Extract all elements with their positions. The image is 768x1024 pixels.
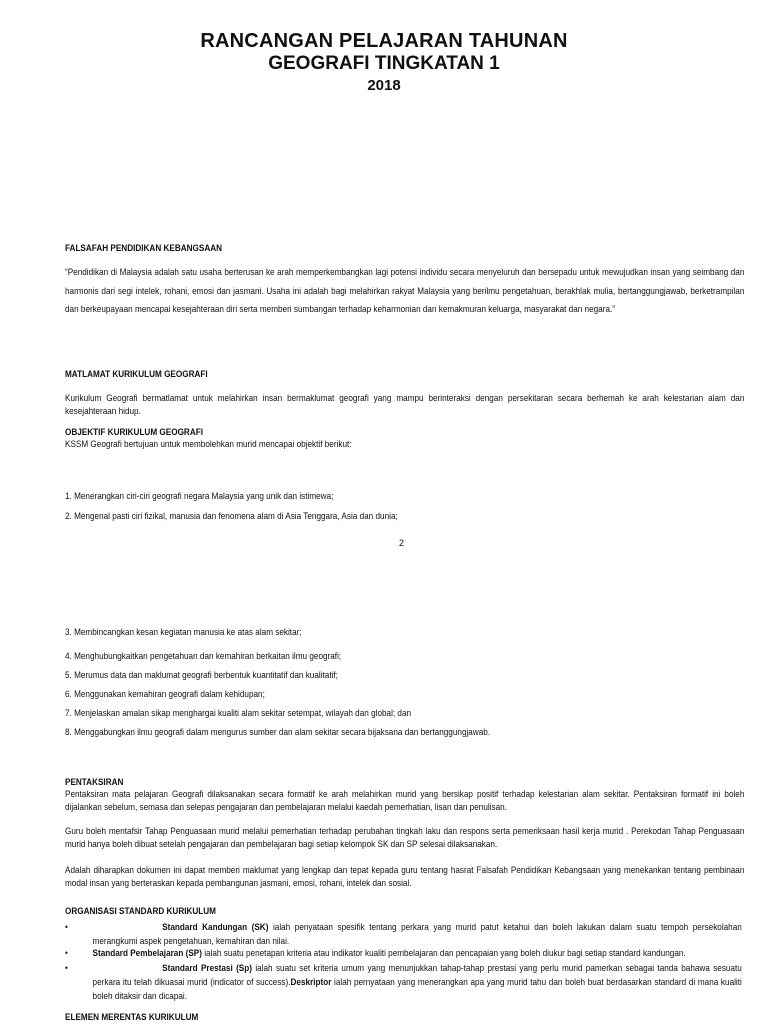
bullet-icon: • — [65, 963, 68, 974]
definition-deskriptor: ialah pernyataan yang menerangkan apa yang murid tahu dan boleh buat berdasarkan standard di mana kualiti boleh ditaksir dan dicapai. — [92, 977, 742, 1002]
objektif-item: 6. Menggunakan kemahiran geografi dalam kehidupan; — [65, 689, 265, 700]
document-subtitle: GEOGRAFI TINGKATAN 1 — [268, 53, 500, 74]
objektif-heading: OBJEKTIF KURIKULUM GEOGRAFI — [65, 427, 203, 438]
term-standard-prestasi: Standard Prestasi (Sp) — [162, 963, 252, 974]
bullet-text — [93, 921, 742, 949]
objektif-item: 3. Membincangkan kesan kegiatan manusia ke atas alam sekitar; — [65, 627, 302, 638]
pentaksiran-paragraph-1: Pentaksiran mata pelajaran Geografi dilaksanakan secara formatif ke arah melahirkan murid yang bersikap positif terhadap kelestarian alam sekitar. Pentaksiran formatif ini boleh dijalankan sebelum, semasa dan selepas pengajaran dan pembelajaran melalui kaedah pemerhatian, lisan dan penulisan. — [65, 789, 745, 813]
bullet-text — [93, 962, 742, 1004]
document-title: RANCANGAN PELAJARAN TAHUNAN — [200, 30, 568, 52]
bullet-text — [93, 947, 742, 961]
matlamat-heading: MATLAMAT KURIKULUM GEOGRAFI — [65, 369, 208, 380]
bullet-standard-kandungan — [65, 921, 753, 949]
definition-standard-kandungan: ialah penyataan spesifik tentang perkara yang murid patut ketahui dan boleh lakukan dalam suatu tempoh persekolahan merangkumi aspek pengetahuan, kemahiran dan nilai. — [92, 922, 742, 947]
pentaksiran-paragraph-3: Adalah diharapkan dokumen ini dapat memberi maklumat yang lengkap dan tepat kepada guru tentang hasrat Falsafah Pendidikan Kebangsaan yang menekankan tentang pembinaan modal insan yang berteraskan kepada pembangunan jasmani, emosi, rohani, intelek dan sosial. — [65, 865, 745, 889]
bullet-standard-prestasi — [65, 962, 753, 1004]
definition-standard-pembelajaran: ialah suatu penetapan kriteria atau indikator kualiti pembelajaran dan pencapaian yang boleh diukur bagi setiap standard kandungan. — [201, 948, 686, 959]
objektif-intro: KSSM Geografi bertujuan untuk membolehkan murid mencapai objektif berikut: — [65, 439, 352, 450]
term-standard-kandungan: Standard Kandungan (SK) — [162, 922, 269, 933]
matlamat-text: Kurikulum Geografi bermatlamat untuk melahirkan insan bermaklumat geografi yang mampu berinteraksi dengan persekitaran secara berhemah ke arah kelestarian alam dan kesejahteraan hidup. — [65, 393, 745, 417]
falsafah-text: “Pendidikan di Malaysia adalah satu usaha berterusan ke arah memperkembangkan lagi potensi individu secara menyeluruh dan bersepadu untuk mewujudkan insan yang seimbang dan harmonis dari segi intelek, rohani, emosi dan jasmani. Usaha ini adalah bagi melahirkan rakyat Malaysia yang berilmu pengetahuan, berakhlak mulia, bertanggungjawab, berketrampilan dan berkeupayaan mencapai kesejahteraan diri serta memberi sumbangan terhadap keharmonian dan kemakmuran keluarga, masyarakat dan negara.” — [65, 267, 745, 315]
elemen-heading: ELEMEN MERENTAS KURIKULUM — [65, 1012, 199, 1023]
objektif-item: 2. Mengenal pasti ciri fizikal, manusia dan fenomena alam di Asia Tenggara, Asia dan dunia; — [65, 511, 398, 522]
falsafah-heading: FALSAFAH PENDIDIKAN KEBANGSAAN — [65, 243, 223, 254]
bullet-icon: • — [65, 948, 68, 959]
objektif-item: 5. Merumus data dan maklumat geografi berbentuk kuantitatif dan kualitatif; — [65, 670, 338, 681]
term-deskriptor: Deskriptor — [290, 977, 332, 988]
objektif-item: 7. Menjelaskan amalan sikap menghargai kualiti alam sekitar setempat, wilayah dan global; dan — [65, 708, 412, 719]
pentaksiran-heading: PENTAKSIRAN — [65, 777, 124, 788]
bullet-icon: • — [65, 922, 68, 933]
pentaksiran-paragraph-2: Guru boleh mentafsir Tahap Penguasaan murid melalui pemerhatian terhadap perubahan tingkah laku dan respons serta pemeriksaan hasil kerja murid . Perekodan Tahap Penguasaan murid hanya boleh dibuat setelah pengajaran dan pembelajaran bagi setiap kelompok SK dan SP selesai dilaksanakan. — [65, 826, 745, 850]
definition-standard-prestasi: ialah suatu set kriteria umum yang menunjukkan tahap-tahap prestasi yang perlu murid pamerkan sebagai tanda bahawa sesuatu perkara itu telah dikuasai murid (indicator of success). — [92, 963, 742, 988]
objektif-item: 8. Menggabungkan ilmu geografi dalam mengurus sumber dan alam sekitar secara bijaksana dan bertanggungjawab. — [65, 727, 491, 738]
objektif-item: 1. Menerangkan ciri-ciri geografi negara Malaysia yang unik dan istimewa; — [65, 491, 334, 502]
page-number: 2 — [399, 538, 405, 548]
term-standard-pembelajaran: Standard Pembelajaran (SP) — [92, 948, 202, 959]
document-year: 2018 — [367, 77, 401, 94]
organisasi-heading: ORGANISASI STANDARD KURIKULUM — [65, 906, 216, 917]
bullet-standard-pembelajaran — [65, 947, 753, 961]
objektif-item: 4. Menghubungkaitkan pengetahuan dan kemahiran berkaitan ilmu geografi; — [65, 651, 342, 662]
